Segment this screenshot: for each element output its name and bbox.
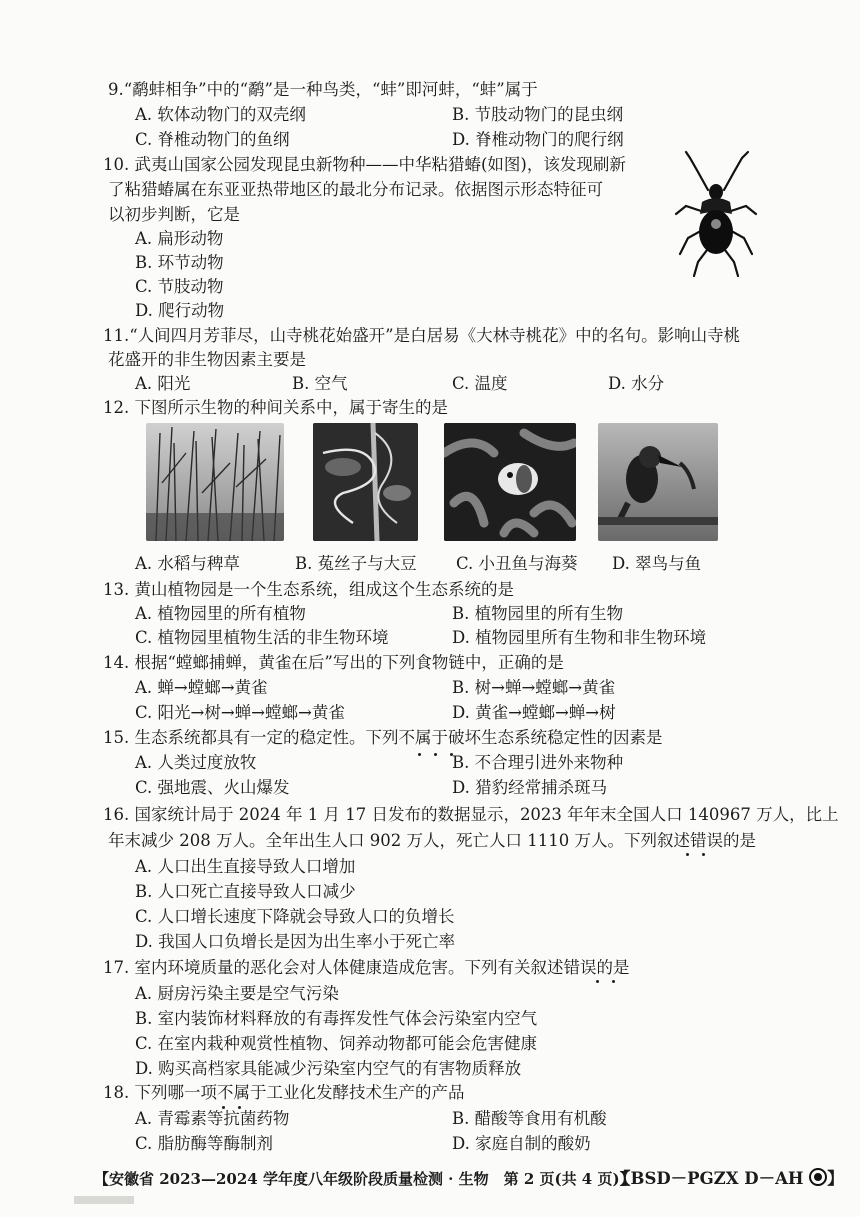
- q10-option-b: B. 环节动物: [135, 253, 224, 272]
- dodder-soybean-photo: [313, 423, 418, 541]
- q14-stem: 14. 根据“螳螂捕蝉，黄雀在后”写出的下列食物链中，正确的是: [103, 653, 564, 672]
- q9-option-c: C. 脊椎动物门的鱼纲: [135, 130, 290, 149]
- q11-line1: 11.“人间四月芳菲尽，山寺桃花始盛开”是白居易《大林寺桃花》中的名句。影响山寺桃: [103, 326, 741, 345]
- q11-option-d: D. 水分: [608, 374, 665, 393]
- emphasis-dot: [686, 853, 689, 856]
- q12-option-b: B. 菟丝子与大豆: [295, 554, 417, 573]
- q11-option-a: A. 阳光: [135, 374, 191, 393]
- q18-option-a: A. 青霉素等抗菌药物: [135, 1109, 290, 1128]
- emphasis-dot: [418, 753, 421, 756]
- q17-option-d: D. 购买高档家具能减少污染室内空气的有害物质释放: [135, 1059, 522, 1078]
- q12-option-c: C. 小丑鱼与海葵: [456, 554, 578, 573]
- q16-option-d: D. 我国人口负增长是因为出生率小于死亡率: [135, 932, 456, 951]
- q17-option-a: A. 厨房污染主要是空气污染: [135, 984, 339, 1003]
- kingfisher-fish-photo: [598, 423, 718, 541]
- q13-option-d: D. 植物园里所有生物和非生物环境: [452, 628, 707, 647]
- q14-option-a: A. 蝉→螳螂→黄雀: [135, 678, 268, 697]
- q15-option-b: B. 不合理引进外来物种: [452, 753, 624, 772]
- q10-option-c: C. 节肢动物: [135, 277, 224, 296]
- scan-edge-mark: [74, 1196, 134, 1204]
- q13-option-b: B. 植物园里的所有生物: [452, 604, 624, 623]
- q15-option-d: D. 猎豹经常捕杀斑马: [452, 778, 608, 797]
- q12-stem: 12. 下图所示生物的种间关系中，属于寄生的是: [103, 398, 448, 417]
- q9-stem: 9.“鹬蚌相争”中的“鹬”是一种鸟类，“蚌”即河蚌，“蚌”属于: [108, 80, 538, 99]
- q9-option-a: A. 软体动物门的双壳纲: [135, 105, 306, 124]
- q14-option-b: B. 树→蝉→螳螂→黄雀: [452, 678, 616, 697]
- q13-option-c: C. 植物园里植物生活的非生物环境: [135, 628, 389, 647]
- q18-option-d: D. 家庭自制的酸奶: [452, 1134, 591, 1153]
- footer-exam-info: 【安徽省 2023—2024 学年度八年级阶段质量检测 · 生物 第 2 页(共 4 页)】: [94, 1170, 635, 1188]
- emphasis-dot: [612, 980, 615, 983]
- q10-option-d: D. 爬行动物: [135, 301, 225, 320]
- q14-option-c: C. 阳光→树→蝉→螳螂→黄雀: [135, 703, 345, 722]
- q10-line2: 了粘猎蝽属在东亚亚热带地区的最北分布记录。依据图示形态特征可: [108, 180, 603, 199]
- q16-option-c: C. 人口增长速度下降就会导致人口的负增长: [135, 907, 455, 926]
- q15-option-a: A. 人类过度放牧: [135, 753, 257, 772]
- q17-option-c: C. 在室内栽种观赏性植物、饲养动物都可能会危害健康: [135, 1034, 538, 1053]
- q10-line3: 以初步判断，它是: [108, 205, 240, 224]
- q11-line2: 花盛开的非生物因素主要是: [108, 350, 306, 369]
- q15-stem: 15. 生态系统都具有一定的稳定性。下列不属于破坏生态系统稳定性的因素是: [103, 728, 663, 747]
- q16-line2: 年末减少 208 万人。全年出生人口 902 万人，死亡人口 1110 万人。下列叙述错误的是: [108, 831, 756, 850]
- footer-code-text: 【BSD－PGZX D－AH: [614, 1169, 804, 1188]
- q14-option-d: D. 黄雀→螳螂→蝉→树: [452, 703, 616, 722]
- circle-mark-icon: [809, 1168, 827, 1186]
- q18-option-c: C. 脂肪酶等酶制剂: [135, 1134, 274, 1153]
- q18-option-b: B. 醋酸等食用有机酸: [452, 1109, 607, 1128]
- q16-option-a: A. 人口出生直接导致人口增加: [135, 857, 356, 876]
- clownfish-anemone-photo: [444, 423, 576, 541]
- q13-option-a: A. 植物园里的所有植物: [135, 604, 306, 623]
- footer-code-end: 】: [827, 1169, 844, 1188]
- footer-code: [614, 1165, 844, 1189]
- q10-line1: 10. 武夷山国家公园发现昆虫新物种——中华粘猎蝽(如图)，该发现刷新: [103, 155, 626, 174]
- q12-option-a: A. 水稻与稗草: [135, 554, 240, 573]
- q16-option-b: B. 人口死亡直接导致人口减少: [135, 882, 356, 901]
- q10-option-a: A. 扁形动物: [135, 229, 224, 248]
- insect-figure: [668, 150, 764, 282]
- emphasis-dot: [702, 853, 705, 856]
- q12-option-d: D. 翠鸟与鱼: [612, 554, 702, 573]
- q9-option-b: B. 节肢动物门的昆虫纲: [452, 105, 624, 124]
- q13-stem: 13. 黄山植物园是一个生态系统，组成这个生态系统的是: [103, 580, 514, 599]
- emphasis-dot: [596, 980, 599, 983]
- q16-line1: 16. 国家统计局于 2024 年 1 月 17 日发布的数据显示，2023 年年末全国人口 140967 万人，比上: [103, 805, 839, 824]
- q17-stem: 17. 室内环境质量的恶化会对人体健康造成危害。下列有关叙述错误的是: [103, 958, 630, 977]
- q9-option-d: D. 脊椎动物门的爬行纲: [452, 130, 624, 149]
- q17-option-b: B. 室内装饰材料释放的有毒挥发性气体会污染室内空气: [135, 1009, 538, 1028]
- q18-stem: 18. 下列哪一项不属于工业化发酵技术生产的产品: [103, 1083, 465, 1102]
- q11-option-b: B. 空气: [292, 374, 348, 393]
- q15-option-c: C. 强地震、火山爆发: [135, 778, 290, 797]
- rice-barnyardgrass-photo: [146, 423, 284, 541]
- q11-option-c: C. 温度: [452, 374, 508, 393]
- emphasis-dot: [434, 753, 437, 756]
